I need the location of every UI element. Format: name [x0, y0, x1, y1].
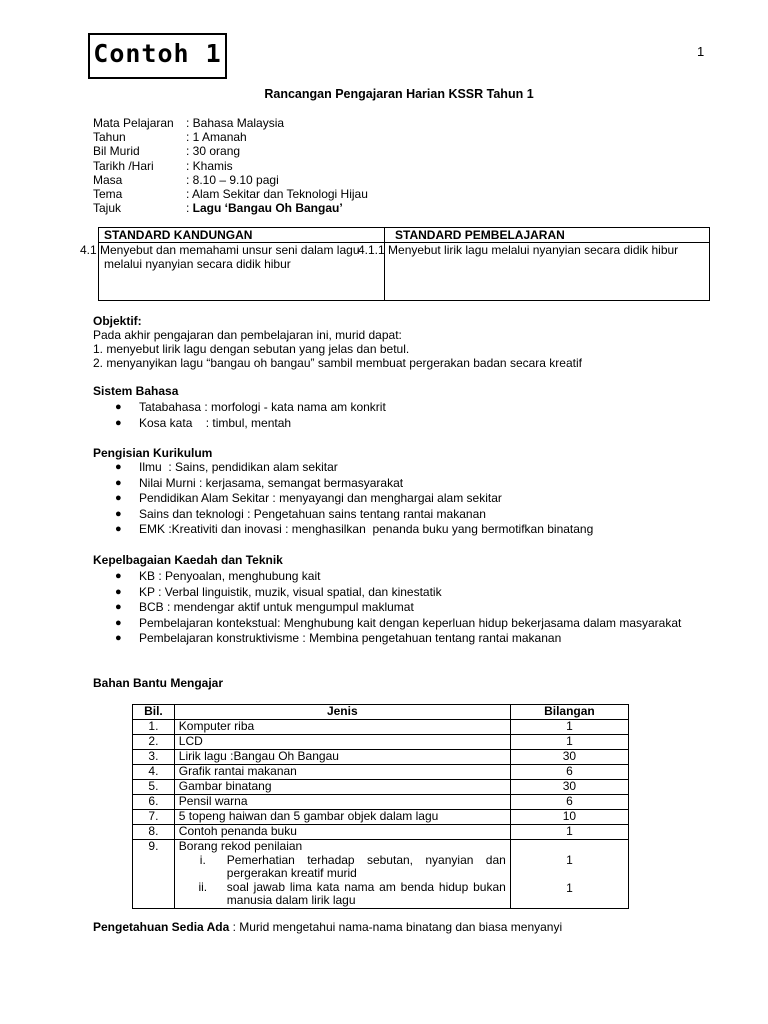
- row-number: 5.: [133, 780, 175, 795]
- list-item: [93, 631, 710, 645]
- pengetahuan-line: [93, 920, 562, 934]
- pengetahuan-text: : Murid mengetahui nama-nama binatang dan biasa menyanyi: [229, 920, 563, 934]
- example-stamp-box: [88, 33, 227, 79]
- row-bilangan: [510, 840, 628, 909]
- row-bilangan: 1: [510, 825, 628, 840]
- table-row: [133, 720, 629, 735]
- info-value: : Khamis: [186, 158, 233, 173]
- list-item: [93, 460, 593, 474]
- standard-kandungan-cell: 4.1 Menyebut dan memahami unsur seni dalam lagu melalui nyanyian secara didik hibur: [99, 243, 385, 301]
- column-header: Bil.: [133, 705, 175, 720]
- lesson-info: [93, 116, 368, 215]
- bullet-icon: ●: [115, 401, 122, 413]
- info-row-subject: [93, 116, 368, 130]
- standard-pembelajaran-cell: 4.1.1 Menyebut lirik lagu melalui nyanyian secara didik hibur: [385, 243, 710, 301]
- row-bilangan: 1: [510, 720, 628, 735]
- bullet-icon: ●: [115, 476, 122, 489]
- row-number: 4.: [133, 765, 175, 780]
- standard-pembelajaran-header: [385, 228, 710, 243]
- pengetahuan-label: Pengetahuan Sedia Ada: [93, 920, 230, 934]
- row-bilangan: 10: [510, 810, 628, 825]
- row-number: 8.: [133, 825, 175, 840]
- page-number: 1: [697, 44, 705, 59]
- info-value: : 1 Amanah: [186, 130, 247, 145]
- standard-kandungan-header: STANDARD KANDUNGAN: [99, 228, 385, 243]
- row-number: 9.: [133, 840, 175, 909]
- info-label: Tarikh /Hari: [93, 158, 154, 173]
- list-item: [93, 522, 593, 536]
- row-jenis: Grafik rantai makanan: [174, 765, 510, 780]
- bullet-icon: ●: [115, 523, 122, 536]
- info-label: Masa: [93, 172, 123, 187]
- kaedah-list: [93, 569, 710, 647]
- row-bilangan: 6: [510, 765, 628, 780]
- kaedah-heading: Kepelbagaian Kaedah dan Teknik: [93, 553, 283, 567]
- list-item: [93, 476, 593, 490]
- list-item: [93, 400, 386, 414]
- list-item: [93, 600, 710, 614]
- objektif-heading: Objektif:: [93, 314, 142, 328]
- list-item-text: KB : Penyoalan, menghubung kait: [139, 569, 321, 583]
- bullet-icon: ●: [115, 632, 122, 645]
- list-item-text: Tatabahasa : morfologi - kata nama am konkrit: [139, 400, 386, 414]
- sub-item-count: 1: [566, 881, 573, 895]
- pengisian-heading: Pengisian Kurikulum: [93, 446, 213, 460]
- list-item-text: Pembelajaran konstruktivisme : Membina pengetahuan tentang rantai makanan: [139, 631, 562, 646]
- info-value-prefix: :: [186, 201, 193, 216]
- bahan-table: [132, 704, 629, 909]
- table-row: [133, 840, 629, 909]
- list-item-text: Kosa kata : timbul, mentah: [139, 415, 292, 430]
- objektif-intro: Pada akhir pengajaran dan pembelajaran ini, murid dapat:: [93, 328, 402, 342]
- sub-item-numeral: i.: [199, 852, 206, 867]
- row-number: 6.: [133, 795, 175, 810]
- info-value: : 30 orang: [186, 144, 241, 159]
- list-item-text: Pendidikan Alam Sekitar : menyayangi dan menghargai alam sekitar: [139, 491, 502, 506]
- info-row-students: [93, 144, 368, 158]
- bullet-icon: ●: [115, 570, 122, 582]
- info-row-date: [93, 159, 368, 173]
- table-row: [133, 825, 629, 840]
- column-header: Bilangan: [510, 705, 628, 720]
- list-item: [93, 585, 710, 599]
- bullet-icon: ●: [115, 416, 122, 429]
- row-bilangan: 1: [510, 735, 628, 750]
- table-row: [133, 795, 629, 810]
- objektif-item: 1. menyebut lirik lagu dengan sebutan yang jelas dan betul.: [93, 342, 410, 356]
- standards-table: [80, 227, 710, 301]
- list-item-text: EMK :Kreativiti dan inovasi : menghasilkan penanda buku yang bermotifkan binatang: [139, 522, 594, 537]
- table-row: [133, 750, 629, 765]
- page-title: Rancangan Pengajaran Harian KSSR Tahun 1: [264, 87, 534, 101]
- info-value: : 8.10 – 9.10 pagi: [186, 172, 279, 187]
- row-jenis: 5 topeng haiwan dan 5 gambar objek dalam lagu: [174, 810, 510, 825]
- table-row: [133, 735, 629, 750]
- list-item: [93, 507, 593, 521]
- list-item-text: Pembelajaran kontekstual: Menghubung kait dengan keperluan hidup bekerjasama dalam masyarakat: [139, 615, 682, 630]
- list-item-text: Sains dan teknologi : Pengetahuan sains tentang rantai makanan: [139, 506, 486, 521]
- row-jenis: Komputer riba: [174, 720, 510, 735]
- bullet-icon: ●: [115, 507, 122, 520]
- list-item-text: KP : Verbal linguistik, muzik, visual spatial, dan kinestatik: [139, 584, 442, 599]
- row-bilangan: 30: [510, 750, 628, 765]
- list-item: [93, 491, 593, 505]
- row-number: 3.: [133, 750, 175, 765]
- list-item: [93, 416, 386, 430]
- row-number: 1.: [133, 720, 175, 735]
- row-jenis: [174, 840, 510, 909]
- info-label: Tahun: [93, 130, 126, 145]
- sub-item-count: 1: [566, 853, 573, 867]
- column-header: Jenis: [174, 705, 510, 720]
- info-label: Bil Murid: [93, 144, 140, 159]
- info-row-topic: [93, 201, 368, 215]
- example-stamp: Contoh 1: [93, 39, 222, 68]
- info-value: : Bahasa Malaysia: [186, 116, 285, 130]
- bullet-icon: ●: [115, 616, 122, 629]
- table-row: [133, 765, 629, 780]
- row-number: 7.: [133, 810, 175, 825]
- row-jenis: Lirik lagu :Bangau Oh Bangau: [174, 750, 510, 765]
- list-item: [93, 569, 710, 583]
- list-item-text: Nilai Murni : kerjasama, semangat bermasyarakat: [139, 475, 404, 490]
- row-jenis-title: Borang rekod penilaian: [178, 839, 303, 853]
- pengisian-list: [93, 460, 593, 538]
- table-row: [133, 780, 629, 795]
- objektif-item: 2. menyanyikan lagu “bangau oh bangau” sambil membuat pergerakan badan secara kreatif: [93, 356, 582, 370]
- bahan-heading: Bahan Bantu Mengajar: [93, 676, 224, 690]
- list-item-text: BCB : mendengar aktif untuk mengumpul maklumat: [139, 600, 414, 615]
- row-jenis: Contoh penanda buku: [174, 825, 510, 840]
- list-item-text: Ilmu : Sains, pendidikan alam sekitar: [139, 460, 338, 474]
- info-label: Tajuk: [93, 201, 122, 216]
- info-row-year: [93, 130, 368, 144]
- bullet-icon: ●: [115, 601, 122, 614]
- sub-item: [179, 854, 506, 881]
- info-row-time: [93, 173, 368, 187]
- row-number: 2.: [133, 735, 175, 750]
- row-bilangan: 30: [510, 780, 628, 795]
- table-row: [133, 810, 629, 825]
- row-jenis: LCD: [174, 735, 510, 750]
- bullet-icon: ●: [115, 585, 122, 598]
- sistem-bahasa-heading: Sistem Bahasa: [93, 384, 179, 398]
- bullet-icon: ●: [115, 461, 122, 473]
- info-row-theme: [93, 187, 368, 201]
- sistem-bahasa-list: [93, 400, 386, 431]
- standard-pembelajaran-header-text: STANDARD PEMBELAJARAN: [395, 228, 565, 242]
- row-jenis: Gambar binatang: [174, 780, 510, 795]
- sub-item-text: soal jawab lima kata nama am benda hidup bukan manusia dalam lirik lagu: [226, 879, 506, 907]
- sub-item-numeral: ii.: [198, 879, 208, 894]
- info-value: : Alam Sekitar dan Teknologi Hijau: [186, 186, 368, 201]
- bullet-icon: ●: [115, 492, 122, 505]
- sub-item-text: Pemerhatian terhadap sebutan, nyanyian dan pergerakan kreatif murid: [226, 852, 506, 880]
- info-label: Mata Pelajaran: [93, 116, 174, 130]
- info-label: Tema: [93, 186, 123, 201]
- row-bilangan: 6: [510, 795, 628, 810]
- list-item: [93, 616, 710, 630]
- row-jenis: Pensil warna: [174, 795, 510, 810]
- sub-item: [179, 881, 506, 908]
- info-value: Lagu ‘Bangau Oh Bangau’: [192, 201, 343, 216]
